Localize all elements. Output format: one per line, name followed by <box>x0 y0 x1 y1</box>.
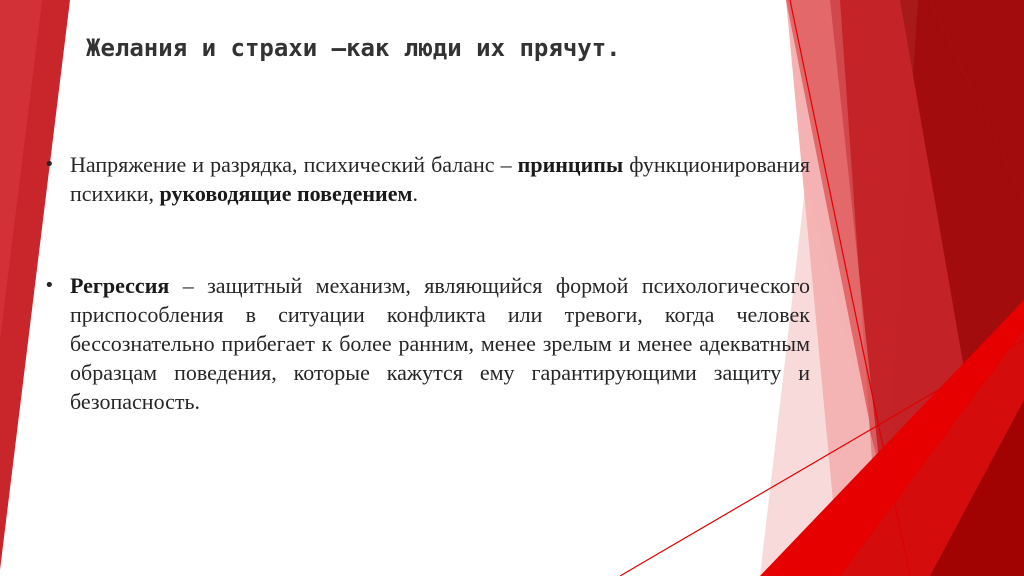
bullet-list <box>44 150 810 416</box>
bullet-marker: • <box>44 154 55 175</box>
slide-title: Желания и страхи –как люди их прячут. <box>86 34 621 62</box>
bullet-text-bold: руководящие поведением <box>159 181 413 206</box>
bullet-marker: • <box>44 275 55 296</box>
bullet-text-bold: принципы <box>517 152 624 177</box>
bullet-text-bold: Регрессия <box>70 273 170 298</box>
bullet-text-normal: функционирования психики, <box>70 152 810 206</box>
bullet-item-1 <box>44 150 810 208</box>
bullet-text-normal: – защитный механизм, являющийся формой психологического приспособления в ситуации конфликта или тревоги, когда человек бессознательно прибегает к более ранним, менее зрелым и менее адекватным образцам поведения, которые кажутся ему гарантирующими защиту и безопасность. <box>70 273 810 414</box>
bullet-text-normal: . <box>412 181 418 206</box>
bullet-item-2 <box>44 271 810 416</box>
bullet-text-normal: Напряжение и разрядка, психический баланс – <box>70 152 518 177</box>
